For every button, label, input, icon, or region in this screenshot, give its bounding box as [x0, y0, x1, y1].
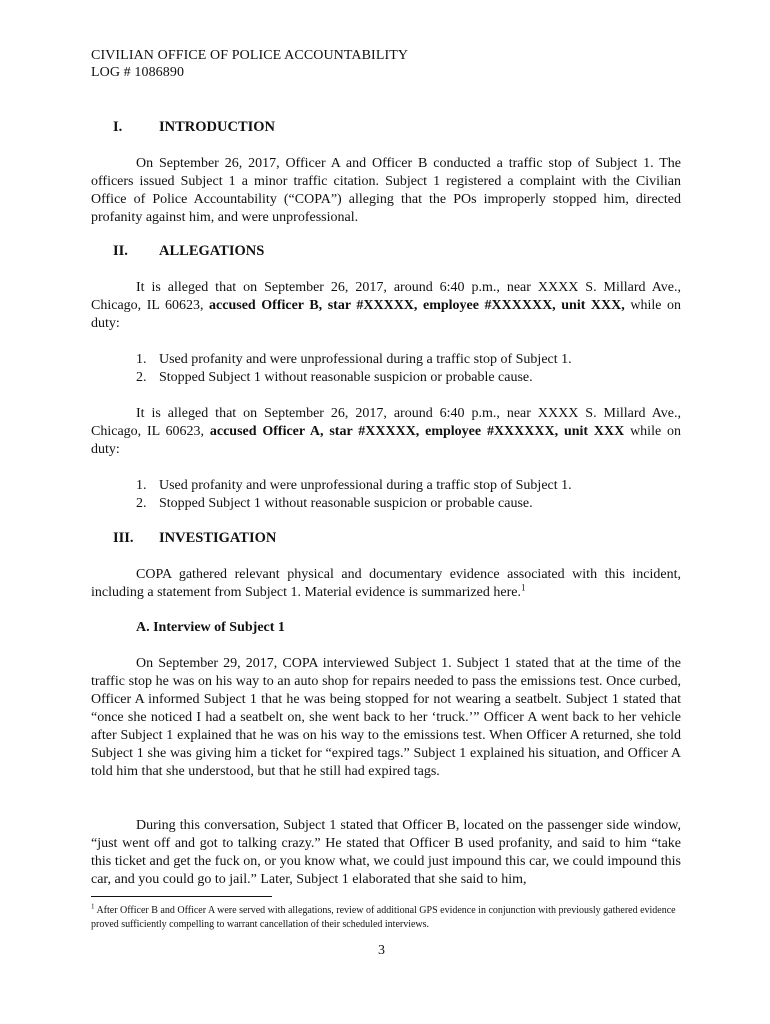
allegation-text-end: while on duty:: [91, 298, 681, 331]
list-item: [136, 351, 572, 369]
list-number: 1.: [136, 352, 147, 367]
investigation-paragraph: [91, 566, 681, 602]
list-item-text: Stopped Subject 1 without reasonable suspicion or probable cause.: [159, 370, 533, 385]
section-title: INVESTIGATION: [159, 530, 277, 546]
section-heading-allegations: [113, 243, 264, 260]
allegation-officer-a-paragraph: [91, 405, 681, 459]
interview-text: During this conversation, Subject 1 stated that Officer B, located on the passenger side window, “just went off and got to talking crazy.” He stated that Officer B used profanity, and said to him “take this ticket and get the fuck on, or you know what, we could just impound this car, we could impound this car, and you could go to jail.” Later, Subject 1 elaborated that she said to him,: [91, 818, 681, 887]
introduction-paragraph: [91, 155, 681, 227]
footnote: [91, 904, 683, 932]
footnote-text: After Officer B and Officer A were served with allegations, review of additional GPS evidence in conjunction with previously gathered evidence proved sufficiently compelling to warrant cancellation of their scheduled interviews.: [91, 905, 676, 930]
section-title: INTRODUCTION: [159, 119, 276, 135]
allegation-text: It is alleged that on September 26, 2017, around 6:40 p.m., near XXXX S. Millard Ave., Chicago, IL 60623,: [91, 406, 681, 439]
page-number: 3: [378, 943, 385, 958]
list-item: [136, 477, 572, 495]
section-heading-introduction: [113, 119, 275, 136]
section-number: III.: [113, 530, 134, 546]
footnote-reference: 1: [520, 582, 526, 593]
document-header: [91, 47, 408, 81]
interview-paragraph-2: [91, 817, 681, 889]
allegation-text-end: while on duty:: [91, 424, 682, 457]
agency-name: CIVILIAN OFFICE OF POLICE ACCOUNTABILITY: [91, 48, 409, 63]
section-number: II.: [113, 243, 128, 259]
list-item: [136, 495, 572, 513]
allegation-list-officer-a: [136, 477, 572, 513]
section-number: I.: [113, 119, 123, 135]
allegation-officer-b-paragraph: [91, 279, 681, 333]
interview-paragraph-1: [91, 655, 681, 781]
section-title: ALLEGATIONS: [159, 243, 265, 259]
investigation-text: COPA gathered relevant physical and documentary evidence associated with this incident, including a statement from Subject 1. Material evidence is summarized here.: [91, 567, 681, 600]
allegation-text: It is alleged that on September 26, 2017, around 6:40 p.m., near XXXX S. Millard Ave., Chicago, IL 60623,: [91, 280, 681, 313]
list-item-text: Used profanity and were unprofessional during a traffic stop of Subject 1.: [159, 478, 572, 493]
subsection-heading-interview: A. Interview of Subject 1: [136, 620, 285, 635]
section-heading-investigation: [113, 530, 276, 547]
log-number: LOG # 1086890: [91, 65, 185, 80]
introduction-text: On September 26, 2017, Officer A and Officer B conducted a traffic stop of Subject 1. The officers issued Subject 1 a minor traffic citation. Subject 1 registered a complaint with the Civilian Office of Police Accountability (“COPA”) alleging that the POs improperly stopped him, directed profanity against him, and were unprofessional.: [91, 156, 681, 225]
list-item-text: Stopped Subject 1 without reasonable suspicion or probable cause.: [159, 496, 533, 511]
interview-text: On September 29, 2017, COPA interviewed Subject 1. Subject 1 stated that at the time of the traffic stop he was on his way to an auto shop for repairs needed to pass the emissions test. Once curbed, Officer A informed Subject 1 that he was being stopped for not wearing a seatbelt. Subject 1 stated that “once she noticed I had a seatbelt on, she went back to her ‘truck.’” Officer A went back to her vehicle after Subject 1 explained that he was on his way to the emissions test. When Officer A returned, she told Subject 1 she was giving him a ticket for “expired tags.” Subject 1 explained his situation, and Officer A told him that she understood, but that he still had expired tags.: [91, 656, 681, 779]
allegation-list-officer-b: [136, 351, 572, 387]
accused-officer-a: accused Officer A, star #XXXXX, employee #XXXXXX, unit XXX: [209, 424, 625, 439]
list-number: 1.: [136, 478, 147, 493]
list-number: 2.: [136, 370, 147, 385]
accused-officer-b: accused Officer B, star #XXXXX, employee #XXXXXX, unit XXX,: [209, 298, 625, 313]
list-item-text: Used profanity and were unprofessional during a traffic stop of Subject 1.: [159, 352, 572, 367]
footnote-separator: [91, 896, 272, 897]
footnote-number: 1: [91, 902, 95, 911]
list-item: [136, 369, 572, 387]
list-number: 2.: [136, 496, 147, 511]
